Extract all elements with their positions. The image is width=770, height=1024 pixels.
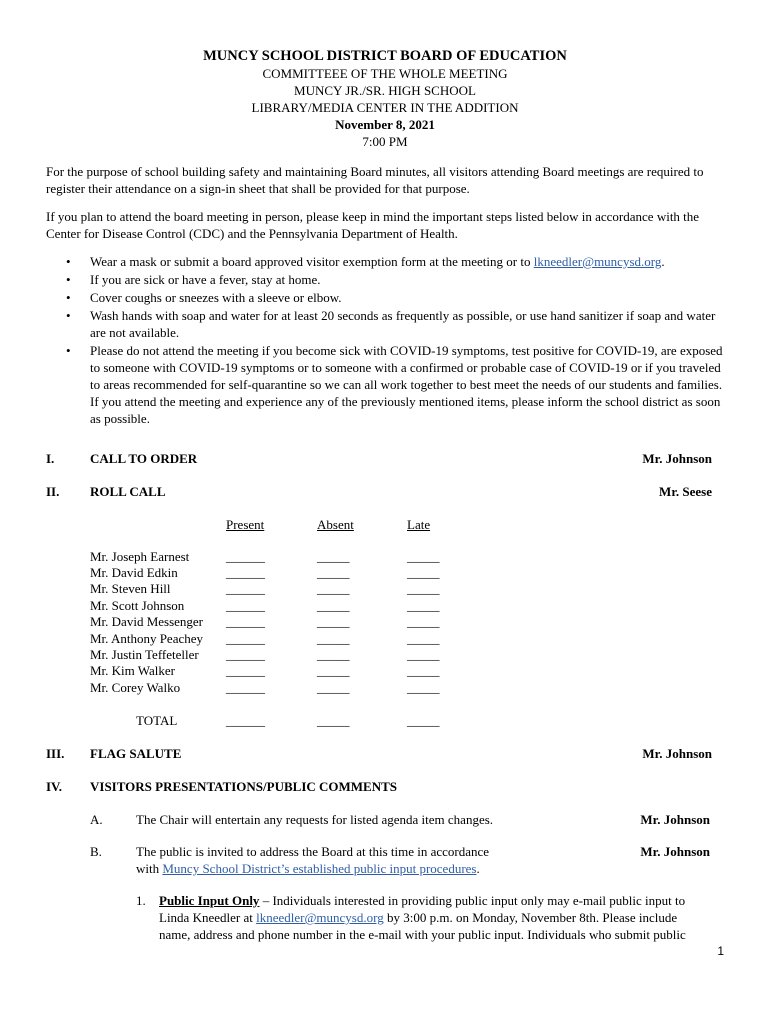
late-blank[interactable]: _____ [407,614,440,629]
public-input-procedures-link[interactable]: Muncy School District’s established public input procedures [162,861,477,876]
public-input-text-a: – Individuals interested in providing public input only may e-mail public input to [259,893,686,908]
bullet-text-end: . [661,254,665,269]
bullet-text: If you are sick or have a fever, stay at home. [90,272,321,287]
present-blank[interactable]: ______ [226,549,265,564]
sub-text: The Chair will entertain any requests for listed agenda item changes. [136,812,494,827]
absent-blank[interactable]: _____ [317,549,350,564]
bullet-marker: • [66,343,71,358]
public-input-text-c: name, address and phone number in the e-mail with your public input. Individuals who submit public [159,927,686,942]
email-link[interactable]: lkneedler@muncysd.org [533,254,662,269]
member-name: Mr. Corey Walko [90,680,181,695]
sub-text [136,843,616,877]
absent-blank[interactable]: _____ [317,631,350,646]
member-name: Mr. David Edkin [90,565,178,580]
late-blank[interactable]: _____ [407,549,440,564]
absent-blank[interactable]: _____ [317,565,350,580]
present-blank[interactable]: ______ [226,663,265,678]
column-header-present: Present [226,517,265,532]
total-absent-blank[interactable]: _____ [317,713,350,728]
late-blank[interactable]: _____ [407,581,440,596]
member-name: Mr. David Messenger [90,614,204,629]
agenda-number: IV. [46,779,63,794]
sub-letter: A. [90,812,103,827]
public-input-text-b-end: by 3:00 p.m. on Monday, November 8th. Please include [383,910,678,925]
late-blank[interactable]: _____ [407,598,440,613]
present-blank[interactable]: ______ [226,631,265,646]
agenda-number: III. [46,746,65,761]
agenda-title: ROLL CALL [90,484,166,499]
present-blank[interactable]: ______ [226,680,265,695]
late-blank[interactable]: _____ [407,663,440,678]
absent-blank[interactable]: _____ [317,614,350,629]
meeting-date: November 8, 2021 [335,117,435,132]
member-name: Mr. Justin Teffeteller [90,647,199,662]
meeting-time: 7:00 PM [362,134,408,149]
absent-blank[interactable]: _____ [317,598,350,613]
agenda-presenter: Mr. Seese [659,484,712,499]
bullet-marker: • [66,290,71,305]
email-link[interactable]: lkneedler@muncysd.org [256,910,384,925]
late-blank[interactable]: _____ [407,647,440,662]
member-name: Mr. Joseph Earnest [90,549,190,564]
bullet-text: Wear a mask or submit a board approved visitor exemption form at the meeting or to [90,254,534,269]
present-blank[interactable]: ______ [226,581,265,596]
sub-text-pre: with [136,861,163,876]
public-input-paragraph [159,892,729,943]
bullet-marker: • [66,254,71,269]
member-name: Mr. Scott Johnson [90,598,185,613]
agenda-number: II. [46,484,60,499]
agenda-title: CALL TO ORDER [90,451,198,466]
public-input-number: 1. [136,893,146,908]
page-number: 1 [717,944,724,958]
meeting-location: LIBRARY/MEDIA CENTER IN THE ADDITION [251,100,519,115]
intro-paragraph-1: For the purpose of school building safety and maintaining Board minutes, all visitors attending Board meetings are required to register their attendance on a sign-in sheet that shall be provided for that purpose. [46,164,704,196]
agenda-presenter: Mr. Johnson [642,746,712,761]
present-blank[interactable]: ______ [226,565,265,580]
agenda-number: I. [46,451,55,466]
column-header-absent: Absent [317,517,354,532]
absent-blank[interactable]: _____ [317,647,350,662]
sub-letter: B. [90,844,102,859]
present-blank[interactable]: ______ [226,598,265,613]
agenda-presenter: Mr. Johnson [640,844,710,859]
document-title: MUNCY SCHOOL DISTRICT BOARD OF EDUCATION [203,48,567,64]
bullet-marker: • [66,272,71,287]
present-blank[interactable]: ______ [226,647,265,662]
agenda-presenter: Mr. Johnson [640,812,710,827]
total-label: TOTAL [136,713,178,728]
bullet-text: Cover coughs or sneezes with a sleeve or elbow. [90,290,342,305]
meeting-school: MUNCY JR./SR. HIGH SCHOOL [294,83,476,98]
agenda-title: VISITORS PRESENTATIONS/PUBLIC COMMENTS [90,779,398,794]
intro-paragraph-2: If you plan to attend the board meeting in person, please keep in mind the important steps listed below in accordance with the Center for Disease Control (CDC) and the Pennsylvania Department of Health. [46,209,700,241]
member-name: Mr. Steven Hill [90,581,171,596]
bullet-text: Wash hands with soap and water for at least 20 seconds as frequently as possible, or use hand sanitizer if soap and water are not available. [90,308,716,340]
meeting-type: COMMITTEEE OF THE WHOLE MEETING [262,66,508,81]
absent-blank[interactable]: _____ [317,663,350,678]
absent-blank[interactable]: _____ [317,581,350,596]
late-blank[interactable]: _____ [407,565,440,580]
public-input-text-b-pre: Linda Kneedler at [159,910,257,925]
bullet-marker: • [66,308,71,323]
absent-blank[interactable]: _____ [317,680,350,695]
present-blank[interactable]: ______ [226,614,265,629]
member-name: Mr. Kim Walker [90,663,176,678]
agenda-title: FLAG SALUTE [90,746,182,761]
late-blank[interactable]: _____ [407,680,440,695]
column-header-late: Late [407,517,431,532]
late-blank[interactable]: _____ [407,631,440,646]
total-late-blank[interactable]: _____ [407,713,440,728]
sub-text-line1: The public is invited to address the Board at this time in accordance [136,844,490,859]
agenda-presenter: Mr. Johnson [642,451,712,466]
sub-text-end: . [476,861,480,876]
bullet-text: Please do not attend the meeting if you become sick with COVID-19 symptoms, test positive for COVID-19, are exposed to someone with COVID-19 symptoms or to someone with a confirmed or probable case of COVID-19 or if you traveled to areas recommended for self-quarantine so we can all work together to best meet the needs of our students and families. If you attend the meeting and experience any of the previously mentioned items, please inform the school district as soon as possible. [90,343,723,426]
public-input-title: Public Input Only [159,893,260,908]
total-present-blank[interactable]: ______ [226,713,265,728]
member-name: Mr. Anthony Peachey [90,631,204,646]
